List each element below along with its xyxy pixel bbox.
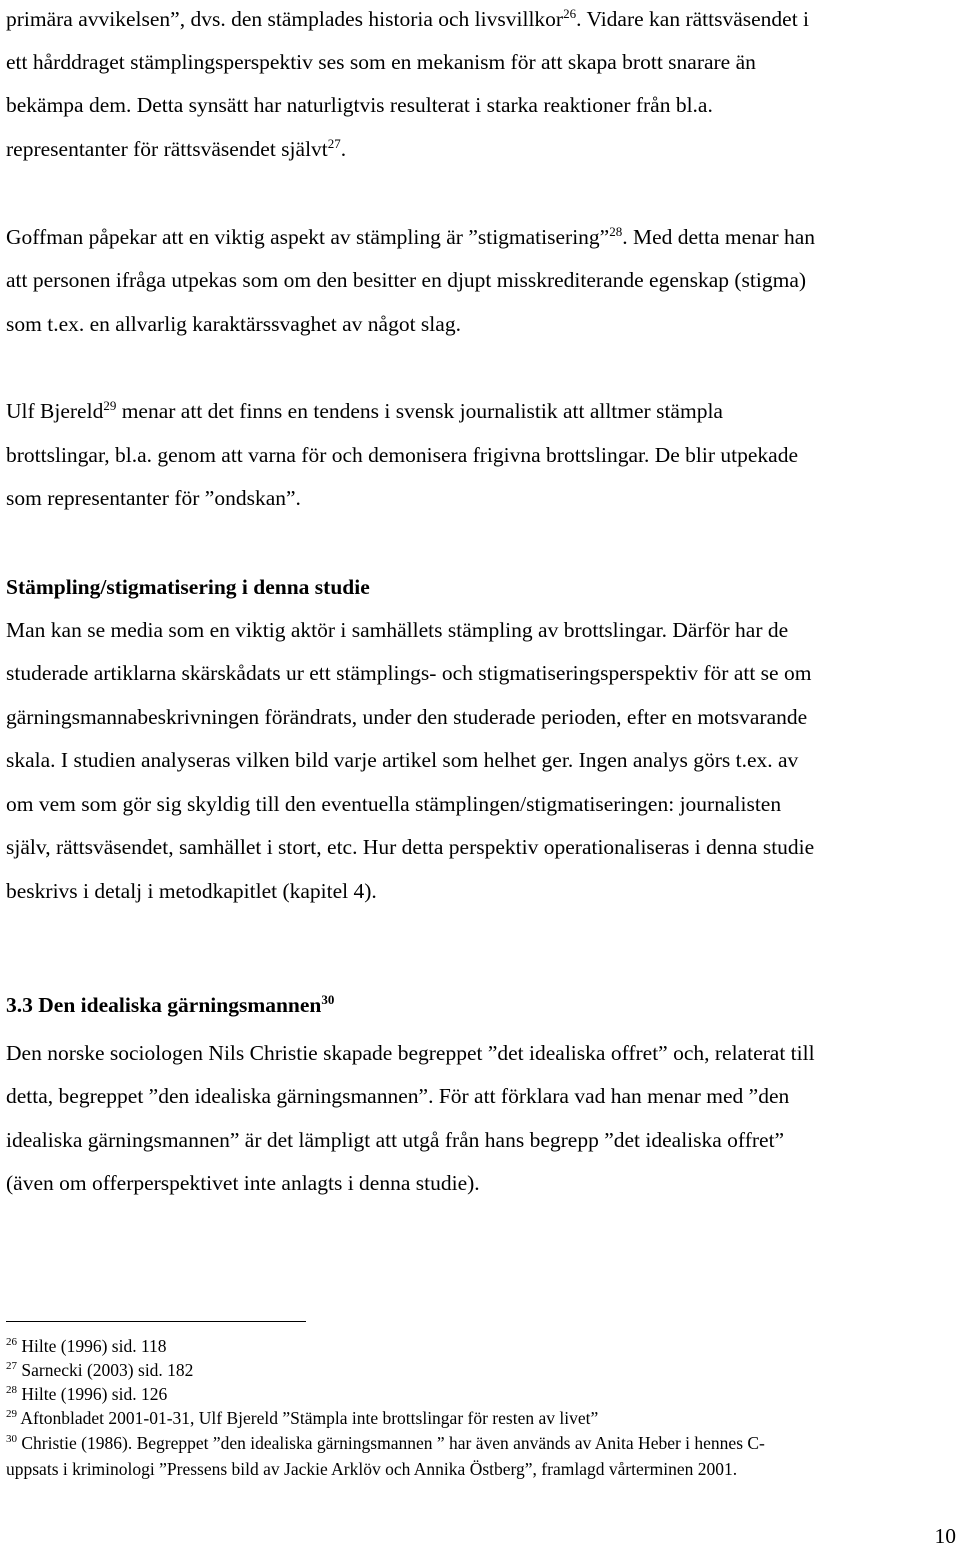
section-heading: Stämpling/stigmatisering i denna studie [6,575,370,599]
section-heading: 3.3 Den idealiska gärningsmannen$^{30}$ [6,991,335,1017]
paragraph-line: Goffman påpekar att en viktig aspekt av stämpling är ”stigmatisering”$^{28}$. Med detta menar han [6,223,816,249]
paragraph-line: beskrivs i detalj i metodkapitlet (kapitel 4). [6,879,377,903]
paragraph-line: Ulf Bjereld$^{29}$ menar att det finns en tendens i svensk journalistik att alltmer stämpla [6,397,723,423]
paragraph-line: om vem som gör sig skyldig till den eventuella stämplingen/stigmatiseringen: journalisten [6,792,782,816]
paragraph-line: att personen ifråga utpekas som om den besitter en djupt misskrediterande egenskap (stigma) [6,268,807,292]
footnote-ref: 30 [321,991,335,1007]
paragraph-line: studerade artiklarna skärskådats ur ett stämplings- och stigmatiseringsperspektiv för att se om [6,661,812,685]
footnote: $^{27}$ Sarnecki (2003) sid. 182 [6,1360,194,1380]
footnote-ref: 26 [563,5,577,21]
paragraph-line: Den norske sociologen Nils Christie skapade begreppet ”det idealiska offret” och, relaterat till [6,1041,815,1065]
footnote-ref: 28 [609,223,623,239]
paragraph-line: som representanter för ”ondskan”. [6,486,301,510]
paragraph-line: ett hårddraget stämplingsperspektiv ses som en mekanism för att skapa brott snarare än [6,50,756,74]
footnote: $^{26}$ Hilte (1996) sid. 118 [6,1336,167,1356]
paragraph-line: Man kan se media som en viktig aktör i samhällets stämpling av brottslingar. Därför har de [6,618,789,642]
footnote: $^{30}$ Christie (1986). Begreppet ”den idealiska gärningsmannen ” har även används av Anita Heber i hennes C- [6,1433,765,1453]
footnote-continuation: uppsats i kriminologi ”Pressens bild av Jackie Arklöv och Annika Östberg”, framlagd vårterminen 2001. [6,1459,738,1479]
paragraph-line: gärningsmannabeskrivningen förändrats, under den studerade perioden, efter en motsvarande [6,705,808,729]
footnote-ref: 27 [327,135,341,151]
paragraph-line: (även om offerperspektivet inte anlagts i denna studie). [6,1171,480,1195]
footnote-ref: 29 [103,397,117,413]
footnote-separator [6,1321,306,1322]
paragraph-line: idealiska gärningsmannen” är det lämpligt att utgå från hans begrepp ”det idealiska offret” [6,1128,785,1152]
paragraph-line: bekämpa dem. Detta synsätt har naturligtvis resulterat i starka reaktioner från bl.a. [6,93,713,117]
paragraph-line: själv, rättsväsendet, samhället i stort, etc. Hur detta perspektiv operationaliseras i denna studie [6,835,815,859]
paragraph-line: skala. I studien analyseras vilken bild varje artikel som helhet ger. Ingen analys görs t.ex. av [6,748,799,772]
page-number: 10 [934,1524,956,1548]
footnote: $^{28}$ Hilte (1996) sid. 126 [6,1384,168,1404]
paragraph-line: detta, begreppet ”den idealiska gärningsmannen”. För att förklara vad han menar med ”den [6,1084,790,1108]
paragraph-line: primära avvikelsen”, dvs. den stämplades historia och livsvillkor$^{26}$. Vidare kan rättsväsendet i [6,5,810,31]
paragraph-line: som t.ex. en allvarlig karaktärssvaghet av något slag. [6,312,461,336]
footnote: $^{29}$ Aftonbladet 2001-01-31, Ulf Bjereld ”Stämpla inte brottslingar för resten av livet” [6,1408,599,1428]
paragraph-line: brottslingar, bl.a. genom att varna för och demonisera frigivna brottslingar. De blir utpekade [6,443,799,467]
paragraph-line: representanter för rättsväsendet självt$^{27}$. [6,135,347,161]
